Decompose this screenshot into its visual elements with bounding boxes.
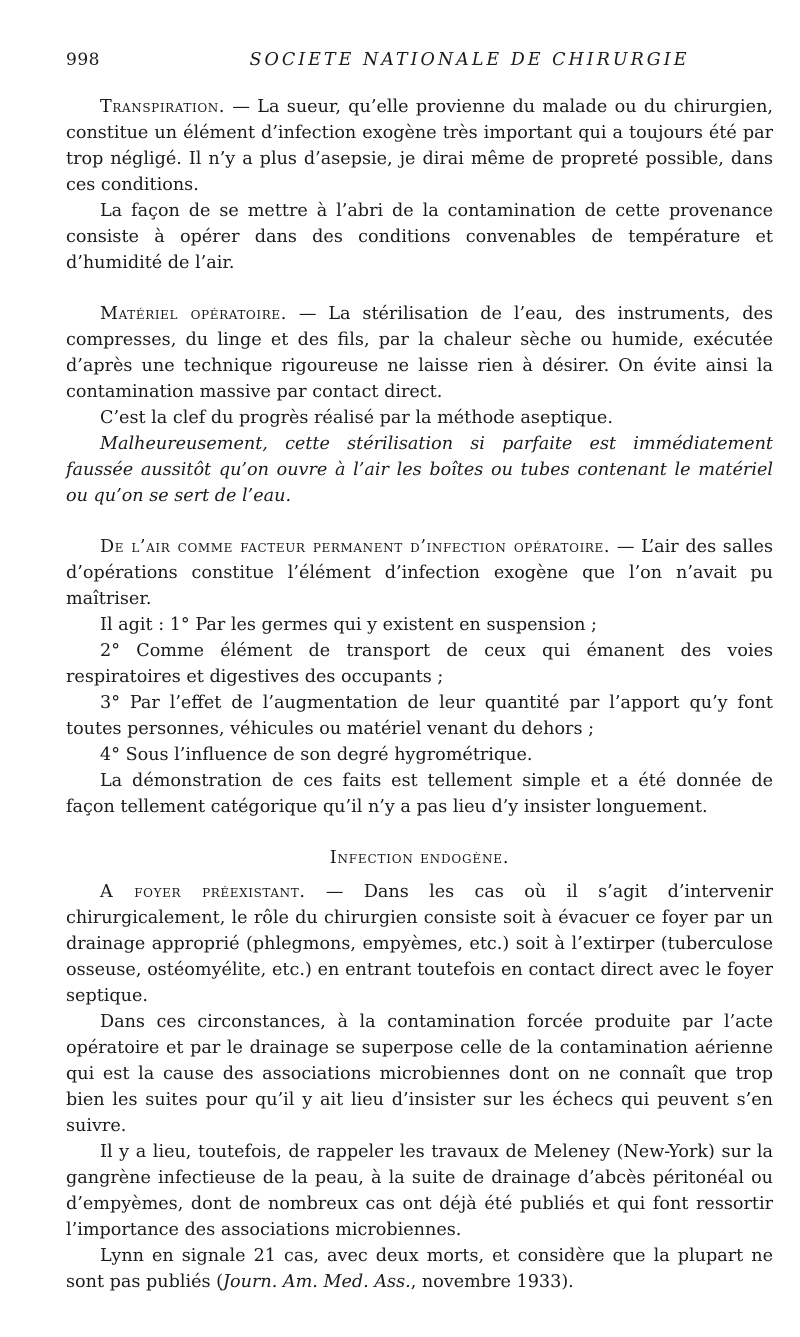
section-heading-materiel: Matériel opératoire. [100, 304, 287, 324]
page-header [66, 50, 773, 78]
paragraph [66, 94, 773, 198]
article-body [66, 94, 773, 1295]
paragraph [66, 301, 773, 405]
paragraph-text: Lynn en signale 21 cas, avec deux morts, et considère que la plupart ne sont pas publiés ( [66, 1246, 773, 1292]
paragraph: Il y a lieu, toutefois, de rappeler les travaux de Meleney (New-York) sur la gangrène infectieuse de la peau, à la suite de drainage d’abcès péritonéal ou d’empyèmes, dont de nombreux cas ont déjà été publiés et qui font ressortir l’importance des associations microbiennes. [66, 1142, 773, 1240]
paragraph-text: — Dans les cas où il s’agit d’intervenir chirurgicalement, le rôle du chirurgien consiste soit à évacuer ce foyer par un drainage approprié (phlegmons, empyèmes, etc.) soit à l’extirper (tuberculose osseuse, ostéomyélite, etc.) en entrant toutefois en contact direct avec le foyer septique. [66, 882, 773, 1006]
section-heading-air: De l’air comme facteur permanent d’infection opératoire. [100, 537, 611, 557]
list-item: 2° Comme élément de transport de ceux qui émanent des voies respiratoires et digestives des occupants ; [66, 641, 773, 687]
italic-paragraph: Malheureusement, cette stérilisation si parfaite est immédiatement faussée aussitôt qu’on ouvre à l’air les boîtes ou tubes contenant le matériel ou qu’on se sert de l’eau. [66, 434, 773, 506]
list-item: 4° Sous l’influence de son degré hygrométrique. [100, 745, 533, 765]
paragraph: C’est la clef du progrès réalisé par la méthode aseptique. [100, 408, 613, 428]
paragraph-text: — L’air des salles d’opérations constitue l’élément d’infection exogène que l’on n’avait pu maîtriser. [66, 537, 774, 609]
paragraph [66, 1243, 773, 1295]
paragraph: La façon de se mettre à l’abri de la contamination de cette provenance consiste à opérer dans des conditions convenables de température et d’humidité de l’air. [66, 201, 773, 273]
paragraph-text: , novembre 1933). [410, 1272, 574, 1292]
list-item: 3° Par l’effet de l’augmentation de leur quantité par l’apport qu’y font toutes personnes, véhicules ou matériel venant du dehors ; [66, 693, 773, 739]
paragraph [66, 534, 773, 612]
page-number: 998 [66, 50, 100, 70]
section-title-endogene: Infection endogène. [329, 848, 510, 868]
running-head: SOCIETE NATIONALE DE CHIRURGIE [249, 50, 690, 70]
journal-citation: Journ. Am. Med. Ass. [223, 1272, 411, 1292]
list-item: Il agit : 1° Par les germes qui y existent en suspension ; [100, 615, 597, 635]
section-heading-foyer: A foyer préexistant. [100, 882, 306, 902]
paragraph-text: — La sueur, qu’elle provienne du malade ou du chirurgien, constitue un élément d’infection exogène très important qui a toujours été par trop négligé. Il n’y a plus d’asepsie, je dirai même de propreté possible, dans ces conditions. [66, 97, 773, 195]
paragraph [66, 879, 773, 1009]
paragraph-text: — La stérilisation de l’eau, des instruments, des compresses, du linge et des fils, par la chaleur sèche ou humide, exécutée d’après une technique rigoureuse ne laisse rien à désirer. On évite ainsi la contamination massive par contact direct. [66, 304, 773, 402]
paragraph: La démonstration de ces faits est tellement simple et a été donnée de façon tellement catégorique qu’il n’y a pas lieu d’y insister longuement. [66, 771, 773, 817]
paragraph: Dans ces circonstances, à la contamination forcée produite par l’acte opératoire et par le drainage se superpose celle de la contamination aérienne qui est la cause des associations microbiennes dont on ne connaît que trop bien les suites pour qu’il y ait lieu d’insister sur les échecs qui peuvent s’en suivre. [66, 1012, 773, 1136]
section-heading-transpiration: Transpiration. [100, 97, 226, 117]
